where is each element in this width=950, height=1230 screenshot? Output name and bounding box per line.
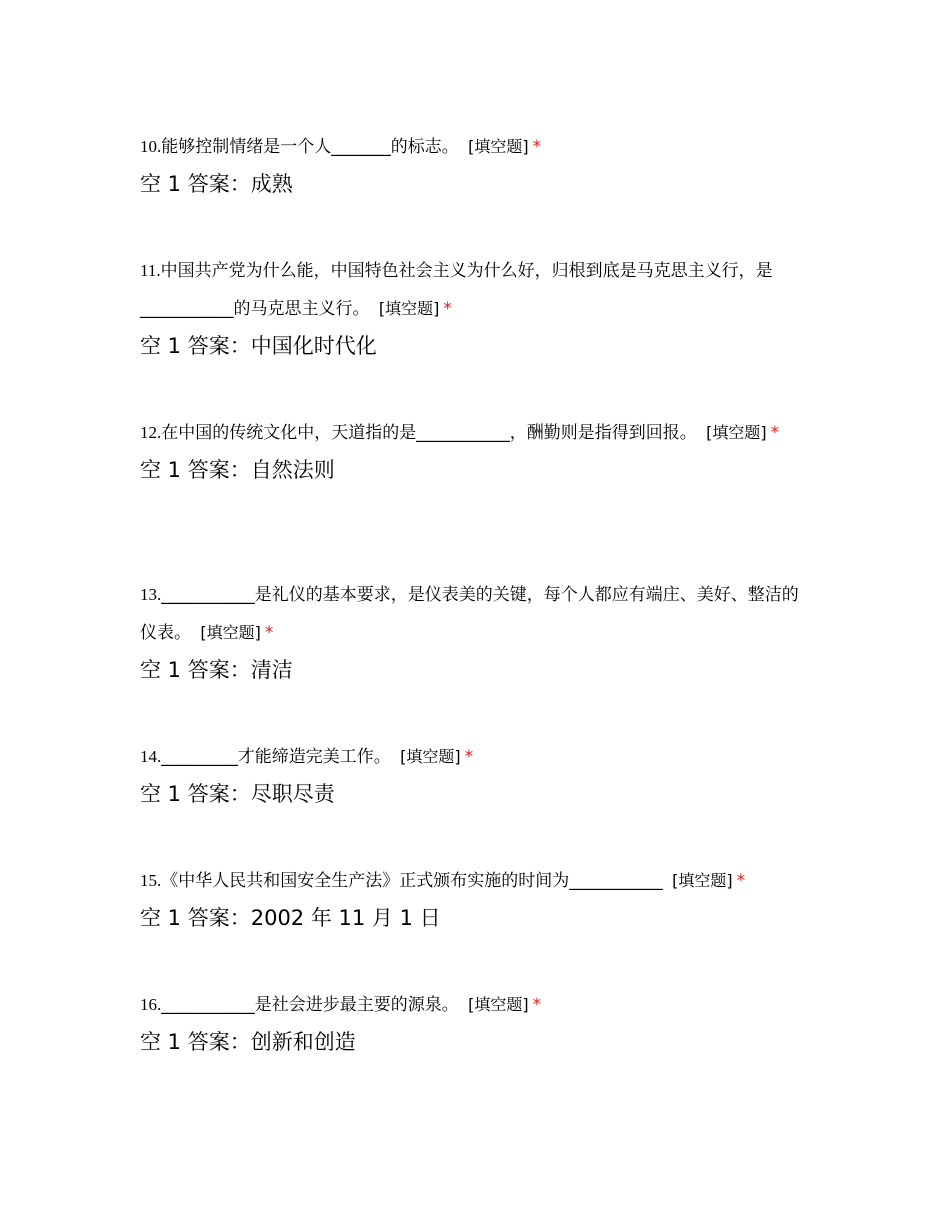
required-marker: * [736,871,746,891]
question-body: 能够控制情绪是一个人_______的标志。 [161,137,459,157]
question-type: [填空题] [672,871,733,890]
answer-line [140,902,810,934]
answer-line [140,454,810,486]
question-text [140,576,810,652]
question-text [140,414,810,452]
question-type: [填空题] [400,747,461,766]
answer-line [140,778,810,810]
question-body: ___________是社会进步最主要的源泉。 [161,995,459,1015]
answer-label: 空 1 答案： [140,658,251,682]
answer-value: 自然法则 [250,458,335,482]
question-text [140,128,810,166]
question-text [140,252,810,328]
question-text [140,738,810,776]
required-marker: * [532,995,542,1015]
answer-value: 创新和创造 [250,1030,356,1054]
answer-label: 空 1 答案： [140,906,251,930]
answer-label: 空 1 答案： [140,458,251,482]
question-body: _________才能缔造完美工作。 [161,747,391,767]
required-marker: * [770,423,780,443]
question-body: 《中华人民共和国安全生产法》正式颁布实施的时间为___________ [161,871,663,891]
answer-line [140,1026,810,1058]
answer-label: 空 1 答案： [140,334,251,358]
question-number: 13. [140,585,162,604]
question-body: 中国共产党为什么能，中国特色社会主义为什么好，归根到底是马克思主义行，是___________的马克思主义行。 [140,261,773,319]
required-marker: * [464,747,474,767]
question-body: 在中国的传统文化中，天道指的是___________，酬勤则是指得到回报。 [161,423,697,443]
answer-value: 2002 年 11 月 1 日 [250,906,441,930]
question-13 [140,576,810,686]
answer-label: 空 1 答案： [140,782,251,806]
answer-value: 中国化时代化 [250,334,377,358]
question-10 [140,128,810,200]
answer-value: 尽职尽责 [250,782,335,806]
answer-value: 成熟 [250,172,293,196]
question-number: 10. [140,137,162,156]
question-number: 11. [140,261,161,280]
question-type: [填空题] [468,137,529,156]
question-text [140,862,810,900]
question-type: [填空题] [378,299,440,318]
answer-value: 清洁 [250,658,293,682]
answer-line [140,654,810,686]
required-marker: * [264,623,274,643]
question-type: [填空题] [706,423,767,442]
question-14 [140,738,810,810]
question-type: [填空题] [468,995,529,1014]
question-12 [140,414,810,486]
answer-line [140,168,810,200]
required-marker: * [443,299,452,319]
question-number: 14. [140,747,162,766]
required-marker: * [532,137,542,157]
answer-label: 空 1 答案： [140,1030,251,1054]
question-16 [140,986,810,1058]
question-number: 12. [140,423,162,442]
question-15 [140,862,810,934]
question-type: [填空题] [200,623,261,642]
question-text [140,986,810,1024]
question-body: ___________是礼仪的基本要求，是仪表美的关键，每个人都应有端庄、美好、整洁的仪表。 [140,585,799,643]
answer-label: 空 1 答案： [140,172,251,196]
question-11 [140,252,810,362]
answer-line [140,330,810,362]
question-number: 16. [140,995,162,1014]
question-number: 15. [140,871,162,890]
